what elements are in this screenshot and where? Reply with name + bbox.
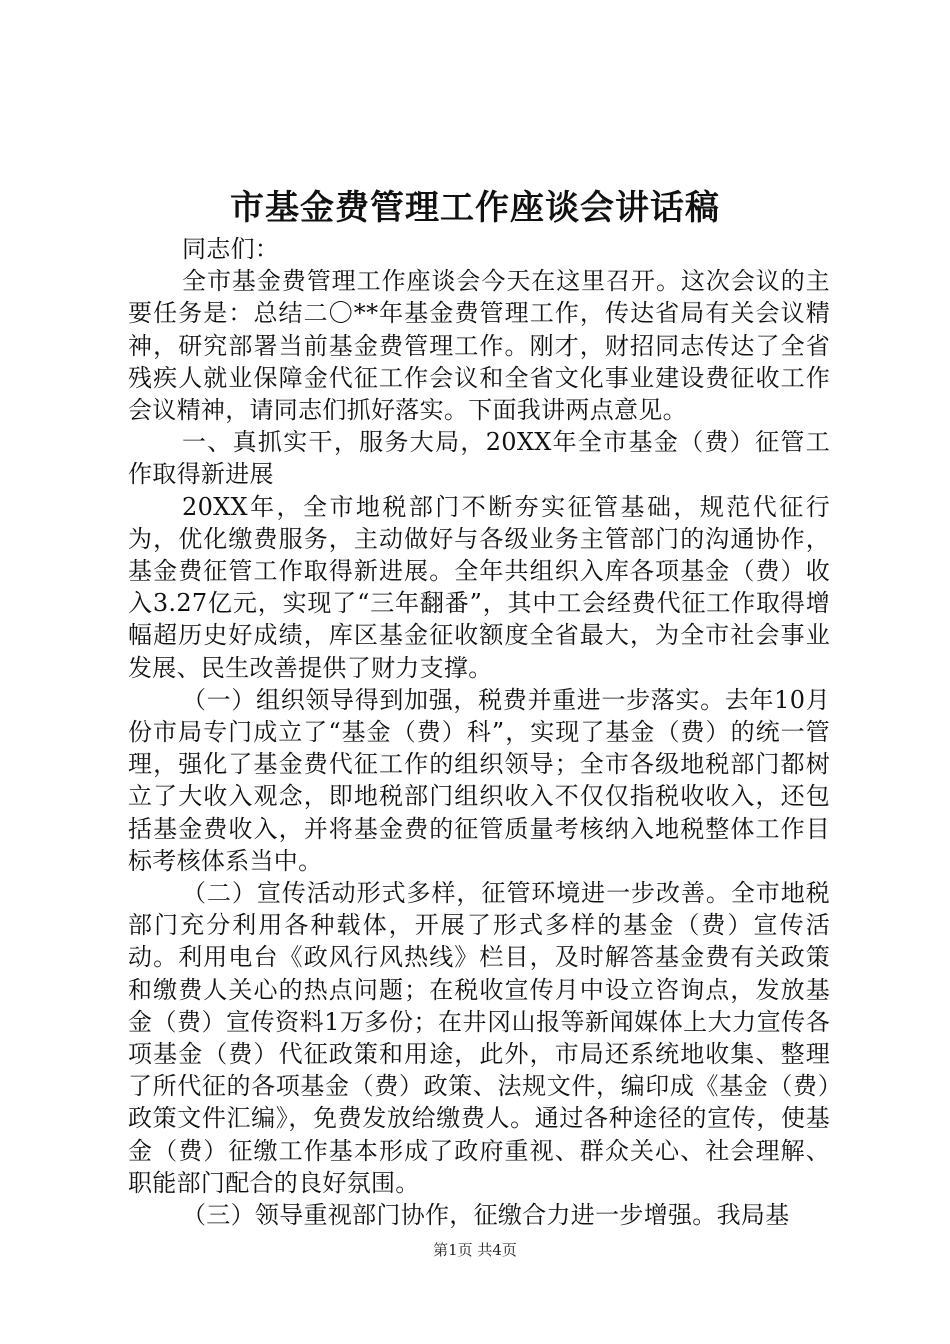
paragraph: 20XX年，全市地税部门不断夯实征管基础，规范代征行为，优化缴费服务，主动做好与各级业务主管部门的沟通协作，基金费征管工作取得新进展。全年共组织入库各项基金（费）收入3.27亿元，实现了“三年翻番”，其中工会经费代征工作取得增幅超历史好成绩，库区基金征收额度全省最大，为全市社会事业发展、民生改善提供了财力支撑。 — [128, 492, 830, 682]
subsection-paragraph: （二）宣传活动形式多样，征管环境进一步改善。全市地税部门充分利用各种载体，开展了形式多样的基金（费）宣传活动。利用电台《政风行风热线》栏目，及时解答基金费有关政策和缴费人关心的热点问题；在税收宣传月中设立咨询点，发放基金（费）宣传资料1万多份；在井冈山报等新闻媒体上大力宣传各项基金（费）代征政策和用途，此外，市局还系统地收集、整理了所代征的各项基金（费）政策、法规文件，编印成《基金（费）政策文件汇编》，免费发放给缴费人。通过各种途径的宣传，使基金（费）征缴工作基本形成了政府重视、群众关心、社会理解、职能部门配合的良好氛围。 — [128, 879, 830, 1197]
paragraph: 全市基金费管理工作座谈会今天在这里召开。这次会议的主要任务是：总结二〇**年基金费管理工作，传达省局有关会议精神，研究部署当前基金费管理工作。刚才，财招同志传达了全省残疾人就业保障金代征工作会议和全省文化事业建设费征收工作会议精神，请同志们抓好落实。下面我讲两点意见。 — [128, 267, 830, 425]
subsection-paragraph: （一）组织领导得到加强，税费并重进一步落实。去年10月份市局专门成立了“基金（费）科”，实现了基金（费）的统一管理，强化了基金费代征工作的组织领导；全市各级地税部门都树立了大收入观念，即地税部门组织收入不仅仅指税收收入，还包括基金费收入，并将基金费的征管质量考核纳入地税整体工作目标考核体系当中。 — [128, 685, 830, 875]
document-body — [128, 233, 830, 1231]
salutation: 同志们： — [182, 235, 280, 263]
section-heading: 一、真抓实干，服务大局，20XX年全市基金（费）征管工作取得新进展 — [128, 428, 830, 489]
page-number-footer: 第1页 共4页 — [433, 1241, 517, 1259]
document-title: 市基金费管理工作座谈会讲话稿 — [230, 188, 720, 228]
subsection-paragraph: （三）领导重视部门协作，征缴合力进一步增强。我局基 — [182, 1201, 790, 1230]
